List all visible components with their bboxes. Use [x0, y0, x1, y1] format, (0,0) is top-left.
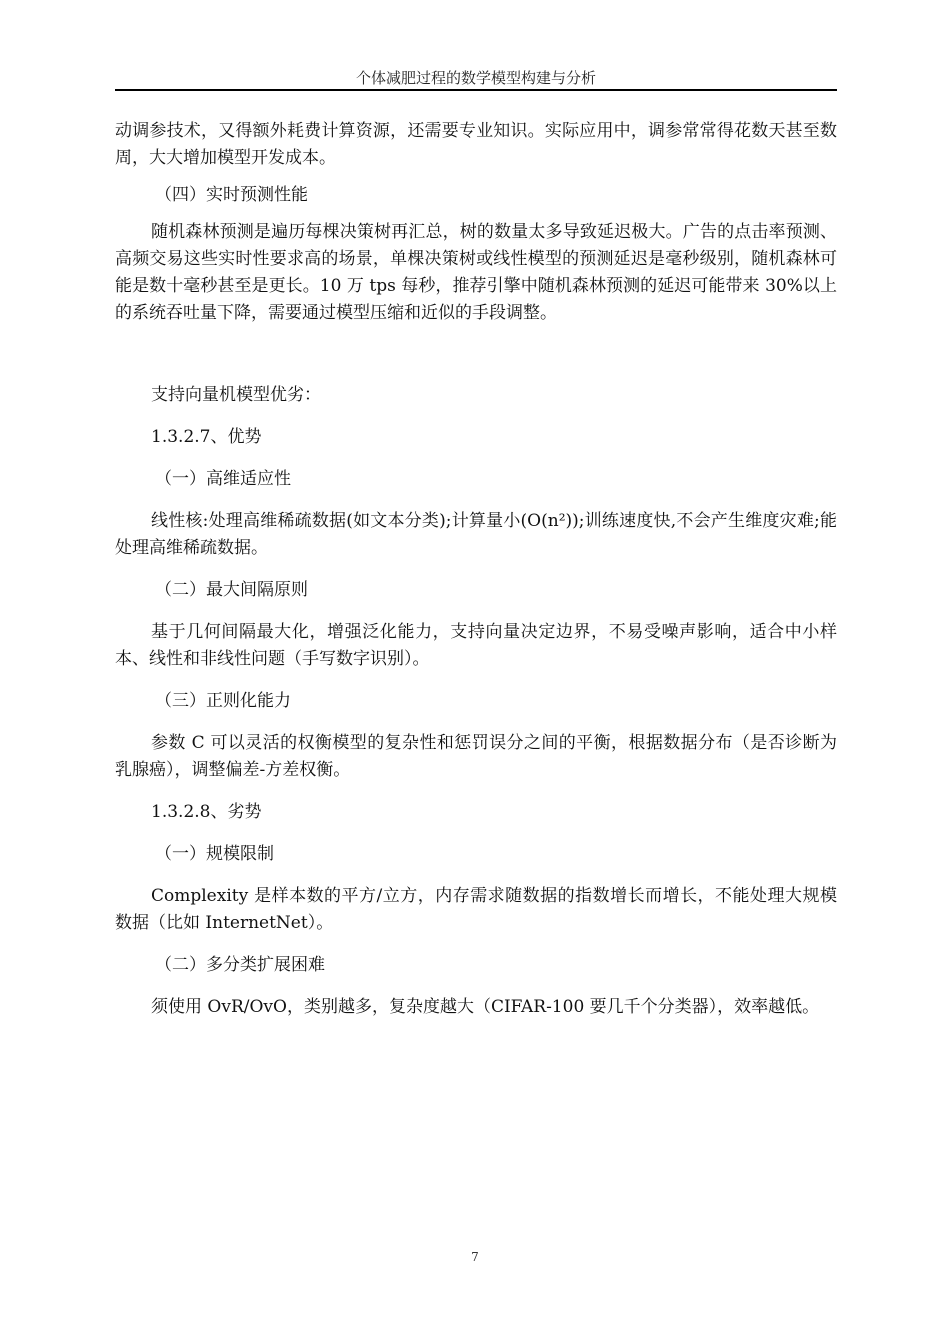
- heading-max-margin: （二）最大间隔原则: [155, 580, 308, 600]
- heading-regularization: （三）正则化能力: [155, 691, 291, 711]
- heading-multiclass: （二）多分类扩展困难: [155, 955, 325, 975]
- paragraph-regularization: 参数 C 可以灵活的权衡模型的复杂性和惩罚误分之间的平衡，根据数据分布（是否诊断为乳腺癌），调整偏差-方差权衡。: [115, 733, 837, 780]
- paragraph-max-margin: 基于几何间隔最大化，增强泛化能力，支持向量决定边界，不易受噪声影响，适合中小样本、线性和非线性问题（手写数字识别）。: [115, 622, 837, 669]
- header-divider: [115, 89, 837, 91]
- page-body: [115, 118, 837, 1021]
- heading-scale-limit: （一）规模限制: [155, 844, 274, 864]
- paragraph-multiclass: 须使用 OvR/OvO，类别越多，复杂度越大（CIFAR-100 要几千个分类器），效率越低。: [151, 997, 820, 1017]
- svm-section-title: 支持向量机模型优劣：: [151, 385, 321, 405]
- section-heading-disadvantages: 1.3.2.8、劣势: [151, 802, 262, 822]
- section-heading-advantages: 1.3.2.7、优势: [151, 427, 262, 447]
- heading-high-dimensional: （一）高维适应性: [155, 469, 291, 489]
- page-header-title: 个体减肥过程的数学模型构建与分析: [355, 69, 596, 87]
- paragraph-linear-kernel: 线性核:处理高维稀疏数据(如文本分类);计算量小(O(n²));训练速度快,不会产生维度灾难;能处理高维稀疏数据。: [115, 511, 837, 558]
- heading-realtime-prediction: （四）实时预测性能: [155, 185, 308, 205]
- paragraph-random-forest-latency: 随机森林预测是遍历每棵决策树再汇总，树的数量太多导致延迟极大。广告的点击率预测、高频交易这些实时性要求高的场景，单棵决策树或线性模型的预测延迟是毫秒级别，随机森林可能是数十毫秒甚至是更长。10 万 tps 每秒，推荐引擎中随机森林预测的延迟可能带来 30%以上的系统吞吐量下降，需要通过模型压缩和近似的手段调整。: [115, 222, 837, 323]
- page-number: 7: [471, 1250, 479, 1264]
- paragraph-scale-limit: Complexity 是样本数的平方/立方，内存需求随数据的指数增长而增长，不能处理大规模数据（比如 InternetNet）。: [115, 886, 837, 933]
- paragraph-continued: 动调参技术，又得额外耗费计算资源，还需要专业知识。实际应用中，调参常常得花数天甚至数周，大大增加模型开发成本。: [115, 121, 837, 168]
